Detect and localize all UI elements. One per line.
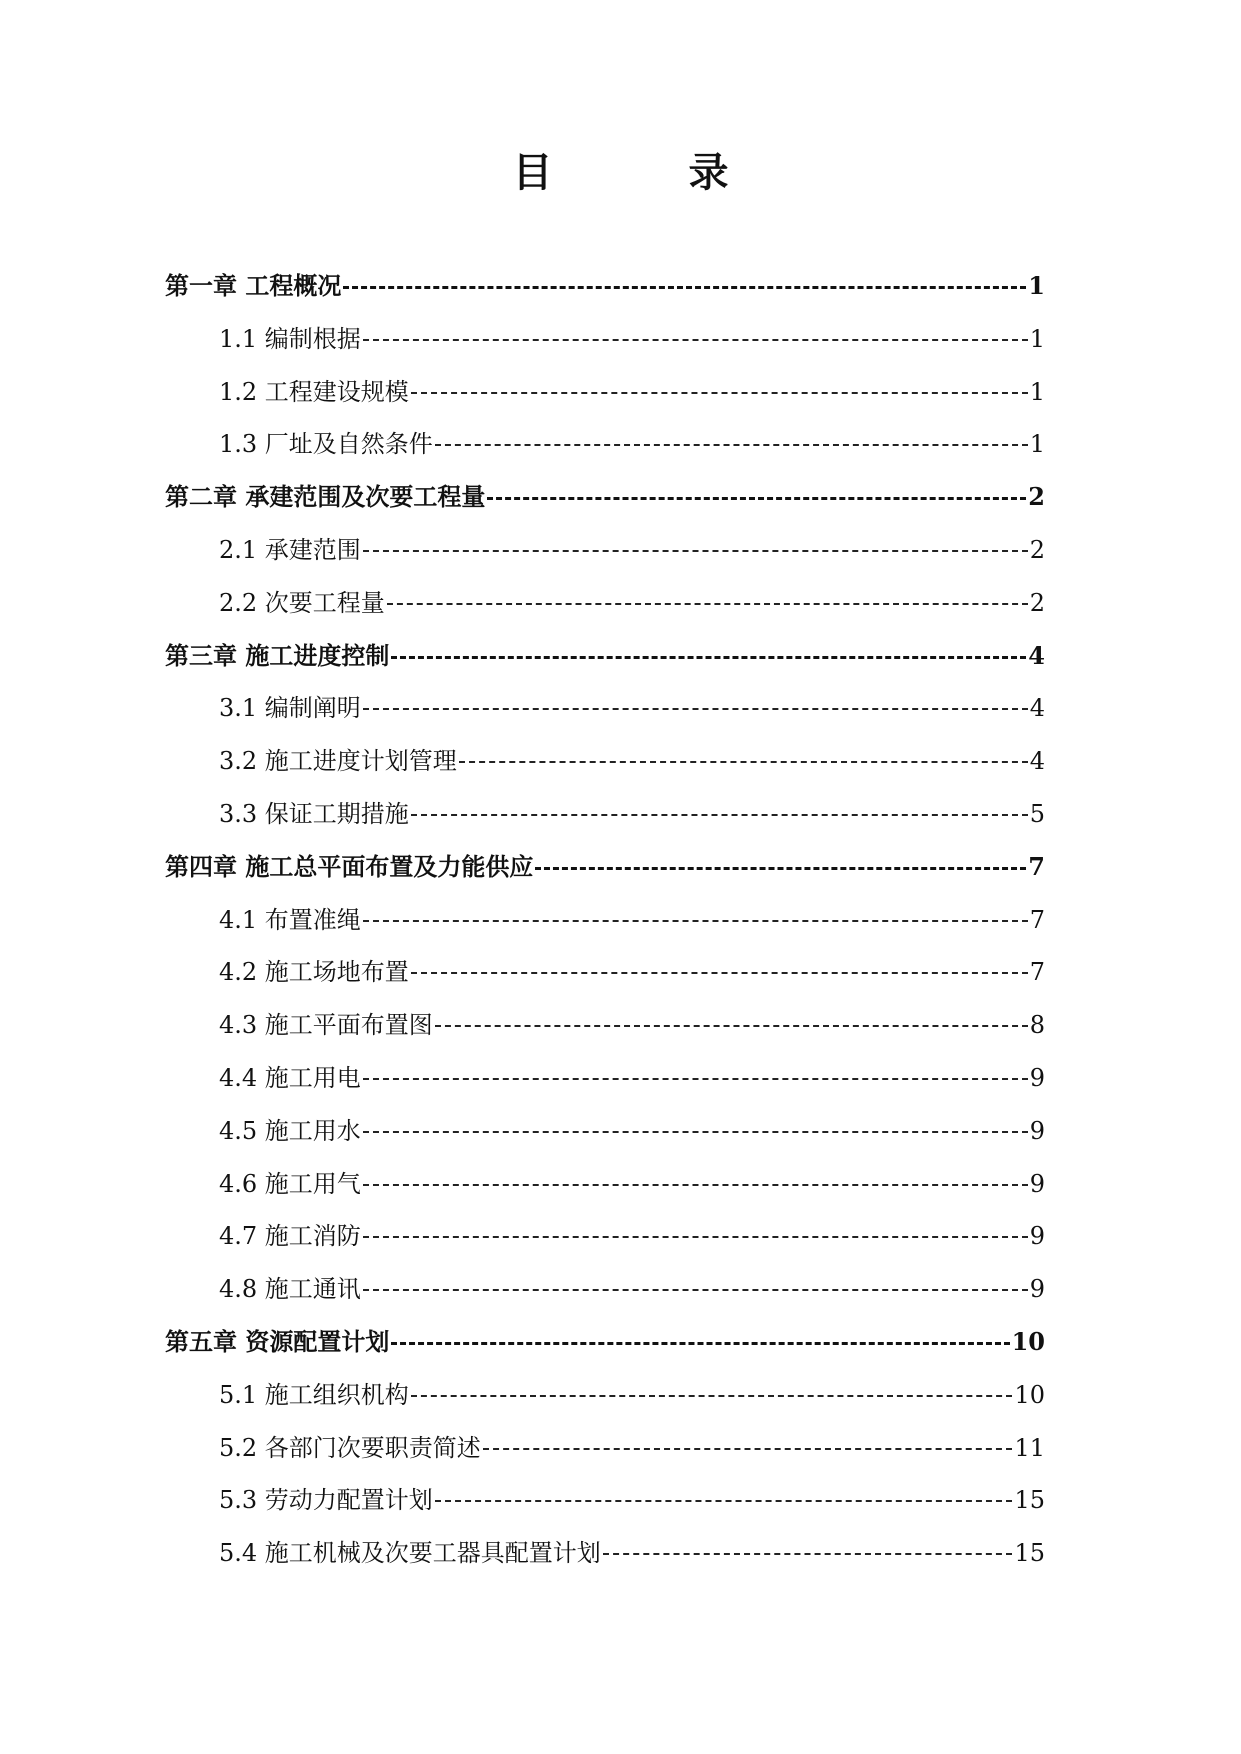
- toc-page-number: 11: [1014, 1433, 1045, 1462]
- toc-entry-label: 4.5 施工用水: [219, 1116, 361, 1145]
- toc-entry-label: 第四章 施工总平面布置及力能供应: [165, 851, 534, 881]
- toc-dot-leader: [487, 481, 1026, 513]
- toc-entry-label: 2.1 承建范围: [219, 535, 361, 564]
- toc-chapter-entry[interactable]: [165, 851, 1045, 904]
- toc-dot-leader: [411, 376, 1028, 408]
- toc-dot-leader: [363, 1168, 1028, 1200]
- toc-dot-leader: [363, 692, 1028, 724]
- toc-section-entry[interactable]: [165, 1115, 1045, 1168]
- toc-dot-leader: [363, 534, 1028, 566]
- toc-entry-label: 1.2 工程建设规模: [219, 377, 409, 406]
- toc-entry-label: 5.4 施工机械及次要工器具配置计划: [219, 1539, 601, 1568]
- toc-section-entry[interactable]: [165, 428, 1045, 481]
- toc-dot-leader: [363, 1220, 1028, 1252]
- toc-section-entry[interactable]: [165, 745, 1045, 798]
- toc-entry-label: 第五章 资源配置计划: [165, 1326, 390, 1356]
- toc-entry-label: 4.6 施工用气: [219, 1169, 361, 1198]
- toc-dot-leader: [363, 1273, 1028, 1305]
- toc-section-entry[interactable]: [165, 1220, 1045, 1273]
- toc-entry-label: 第一章 工程概况: [165, 271, 342, 300]
- toc-page-number: 2: [1029, 588, 1045, 617]
- toc-page-number: 7: [1029, 958, 1045, 987]
- toc-section-entry[interactable]: [165, 534, 1045, 587]
- toc-section-entry[interactable]: [165, 587, 1045, 640]
- toc-entry-label: 1.1 编制根据: [219, 324, 361, 353]
- toc-page-number: 2: [1028, 482, 1045, 512]
- toc-entry-label: 3.2 施工进度计划管理: [219, 747, 457, 776]
- toc-entry-label: 第三章 施工进度控制: [165, 640, 390, 670]
- toc-dot-leader: [535, 851, 1026, 883]
- toc-page-number: 7: [1029, 905, 1045, 934]
- toc-dot-leader: [387, 587, 1028, 619]
- toc-entry-label: 4.2 施工场地布置: [219, 958, 409, 987]
- toc-page-number: 8: [1029, 1011, 1045, 1040]
- toc-page-number: 1: [1028, 271, 1045, 300]
- toc-dot-leader: [363, 1115, 1028, 1147]
- toc-section-entry[interactable]: [165, 1379, 1045, 1432]
- toc-entry-label: 3.3 保证工期措施: [219, 799, 409, 828]
- toc-page-number: 9: [1029, 1222, 1045, 1251]
- toc-section-entry[interactable]: [165, 1273, 1045, 1326]
- toc-entry-label: 4.7 施工消防: [219, 1222, 361, 1251]
- toc-page-number: 10: [1011, 1326, 1045, 1356]
- toc-entry-label: 4.1 布置准绳: [219, 905, 361, 934]
- toc-page-number: 9: [1029, 1116, 1045, 1145]
- toc-page-number: 1: [1029, 430, 1045, 459]
- toc-dot-leader: [343, 270, 1026, 302]
- toc-page-number: 15: [1014, 1486, 1045, 1515]
- toc-dot-leader: [391, 1326, 1009, 1358]
- toc-entry-label: 1.3 厂址及自然条件: [219, 430, 433, 459]
- toc-dot-leader: [363, 904, 1028, 936]
- toc-section-entry[interactable]: [165, 1062, 1045, 1115]
- toc-section-entry[interactable]: [165, 1537, 1045, 1590]
- toc-entry-label: 5.2 各部门次要职责简述: [219, 1433, 481, 1462]
- toc-page-number: 4: [1028, 640, 1045, 670]
- toc-section-entry[interactable]: [165, 323, 1045, 376]
- toc-entry-label: 4.3 施工平面布置图: [219, 1011, 433, 1040]
- toc-section-entry[interactable]: [165, 956, 1045, 1009]
- toc-page-number: 1: [1029, 324, 1045, 353]
- toc-dot-leader: [483, 1432, 1013, 1464]
- toc-page-number: 4: [1029, 747, 1045, 776]
- toc-section-entry[interactable]: [165, 1432, 1045, 1485]
- toc-dot-leader: [411, 956, 1028, 988]
- toc-title: 目 录: [512, 149, 777, 196]
- toc-entry-label: 2.2 次要工程量: [219, 588, 385, 617]
- toc-page-number: 4: [1029, 694, 1045, 723]
- toc-page-number: 15: [1014, 1539, 1045, 1568]
- toc-entry-label: 4.4 施工用电: [219, 1063, 361, 1092]
- toc-section-entry[interactable]: [165, 1009, 1045, 1062]
- toc-page-number: 9: [1029, 1063, 1045, 1092]
- toc-dot-leader: [411, 1379, 1013, 1411]
- toc-dot-leader: [435, 1009, 1028, 1041]
- toc-dot-leader: [459, 745, 1028, 777]
- toc-dot-leader: [363, 323, 1028, 355]
- toc-page-number: 9: [1029, 1169, 1045, 1198]
- toc-chapter-entry[interactable]: [165, 640, 1045, 693]
- toc-dot-leader: [391, 640, 1026, 672]
- toc-entry-label: 5.1 施工组织机构: [219, 1380, 409, 1409]
- toc-page-number: 5: [1029, 799, 1045, 828]
- toc-page-number: 10: [1014, 1380, 1045, 1409]
- toc-section-entry[interactable]: [165, 692, 1045, 745]
- toc-entry-label: 第二章 承建范围及次要工程量: [165, 482, 486, 512]
- toc-dot-leader: [411, 798, 1028, 830]
- toc-dot-leader: [435, 428, 1028, 460]
- toc-page-number: 2: [1029, 535, 1045, 564]
- toc-dot-leader: [603, 1537, 1013, 1569]
- toc-section-entry[interactable]: [165, 1484, 1045, 1537]
- toc-chapter-entry[interactable]: [165, 1326, 1045, 1379]
- toc-section-entry[interactable]: [165, 904, 1045, 957]
- toc-page-number: 9: [1029, 1275, 1045, 1304]
- table-of-contents: [165, 270, 1045, 1590]
- toc-page-number: 7: [1028, 851, 1045, 881]
- toc-entry-label: 5.3 劳动力配置计划: [219, 1486, 433, 1515]
- toc-entry-label: 3.1 编制阐明: [219, 694, 361, 723]
- toc-dot-leader: [435, 1484, 1013, 1516]
- toc-dot-leader: [363, 1062, 1028, 1094]
- toc-chapter-entry[interactable]: [165, 481, 1045, 534]
- toc-section-entry[interactable]: [165, 798, 1045, 851]
- toc-chapter-entry[interactable]: [165, 270, 1045, 323]
- toc-section-entry[interactable]: [165, 1168, 1045, 1221]
- toc-page-number: 1: [1029, 377, 1045, 406]
- toc-section-entry[interactable]: [165, 376, 1045, 429]
- toc-entry-label: 4.8 施工通讯: [219, 1275, 361, 1304]
